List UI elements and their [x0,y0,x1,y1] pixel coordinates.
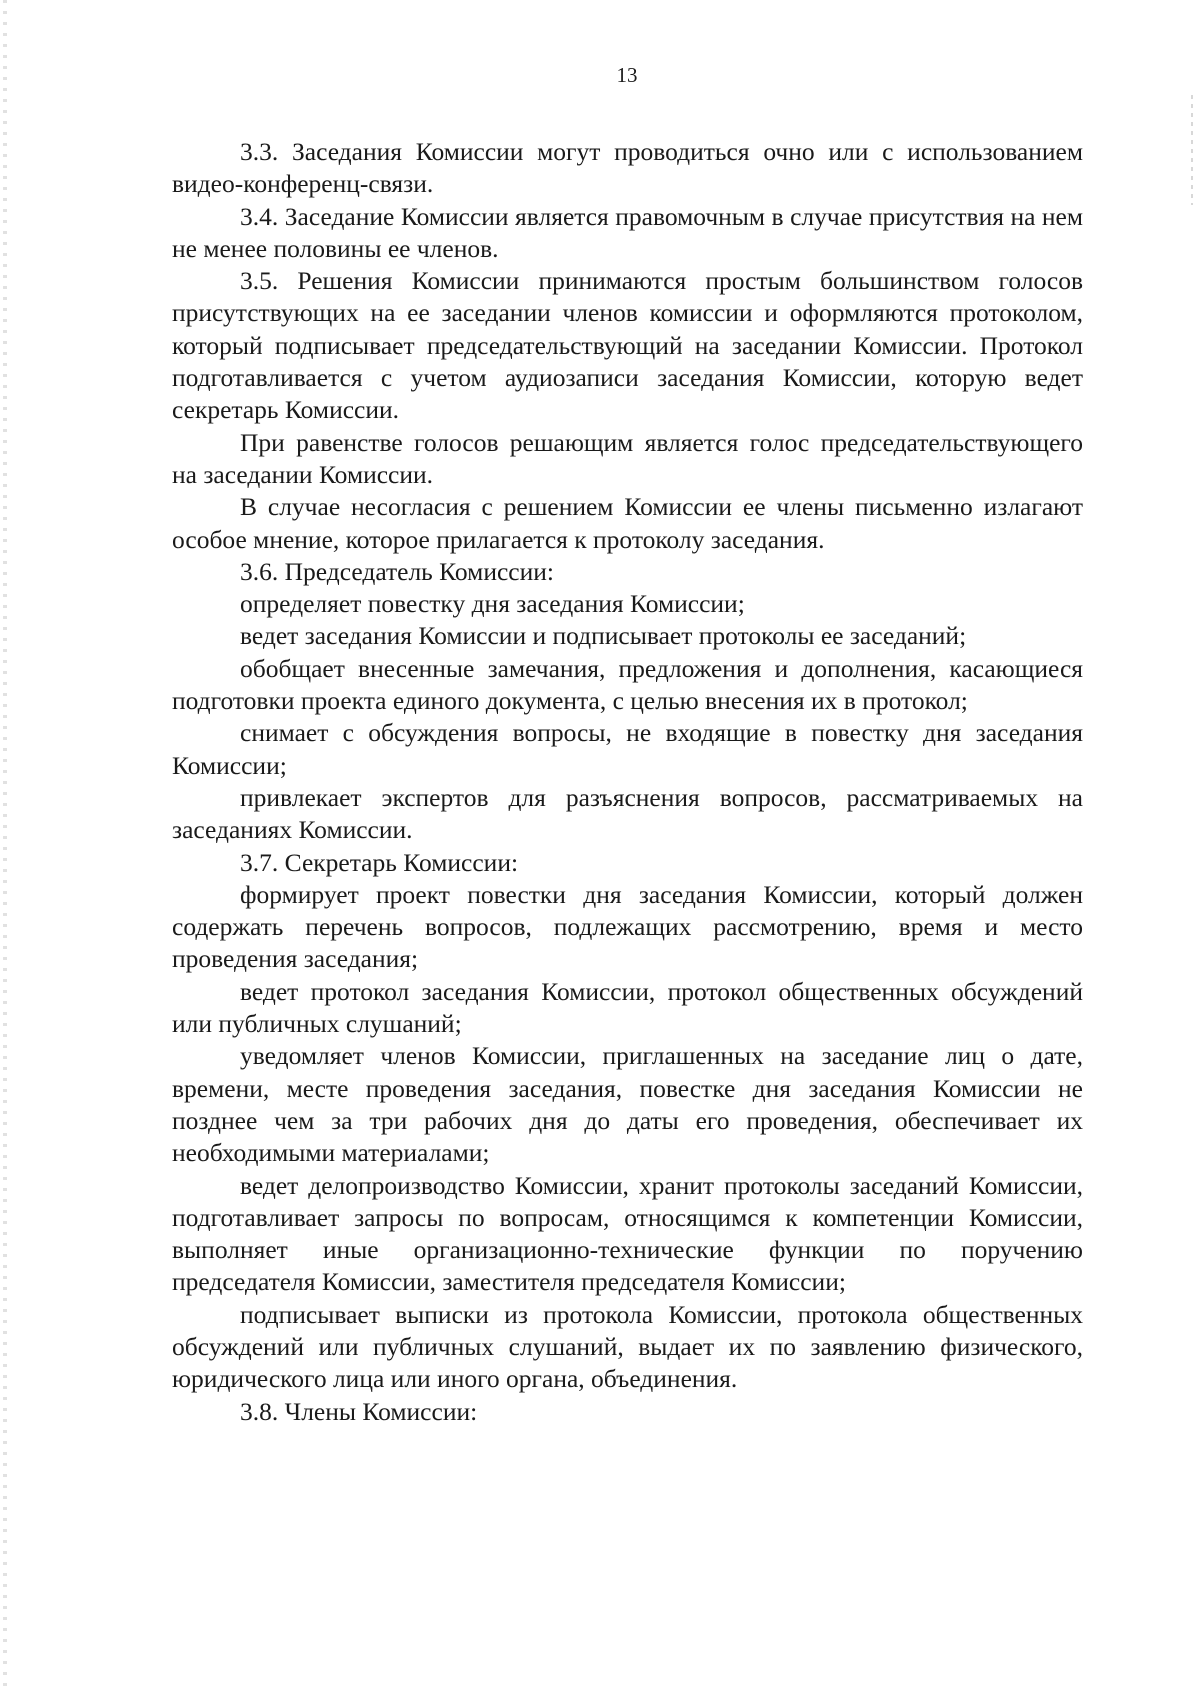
scan-edge-artifact [3,0,7,1686]
list-item: ведет заседания Комиссии и подписывает протоколы ее заседаний; [240,621,967,651]
paragraph-dissent: В случае несогласия с решением Комиссии ее члены письменно излагают особое мнение, которое прилагается к протоколу заседания. [172,492,1083,554]
list-item: подписывает выписки из протокола Комиссии, протокола общественных обсуждений или публичных слушаний, выдает их по заявлению физического, юридического лица или иного органа, объединения. [172,1299,1083,1394]
list-item: уведомляет членов Комиссии, приглашенных на заседание лиц о дате, времени, месте проведения заседания, повестке дня заседания Комиссии не позднее чем за три рабочих дня до даты его проведения, обеспечивает их необходимыми материалами; [172,1041,1083,1168]
paragraph-3-8-heading: 3.8. Члены Комиссии: [240,1396,478,1426]
list-item: определяет повестку дня заседания Комиссии; [240,589,745,619]
list-item: привлекает экспертов для разъяснения вопросов, рассматриваемых на заседаниях Комиссии. [172,782,1083,845]
list-item: формирует проект повестки дня заседания Комиссии, который должен содержать перечень вопросов, подлежащих рассмотрению, время и место проведения заседания; [172,879,1083,974]
page-number: 13 [616,63,638,87]
paragraph-tie-vote: При равенстве голосов решающим является голос председательствующего на заседании Комиссии. [172,427,1083,489]
list-item: ведет протокол заседания Комиссии, протокол общественных обсуждений или публичных слушаний; [172,976,1083,1039]
list-item: снимает с обсуждения вопросы, не входящие в повестку дня заседания Комиссии; [172,718,1083,780]
paragraph-3-5: 3.5. Решения Комиссии принимаются простым большинством голосов присутствующих на ее заседании членов комиссии и оформляются протоколом, который подписывает председательствующий на заседании Комиссии. Протокол подготавливается с учетом аудиозаписи заседания Комиссии, которую ведет секретарь Комиссии. [172,266,1083,425]
list-item: ведет делопроизводство Комиссии, хранит протоколы заседаний Комиссии, подготавливает запросы по вопросам, относящимся к компетенции Комиссии, выполняет иные организационно-технические функции по поручению председателя Комиссии, заместителя председателя Комиссии; [172,1170,1083,1297]
paragraph-3-4: 3.4. Заседание Комиссии является правомочным в случае присутствия на нем не менее половины ее членов. [172,201,1083,263]
paragraph-3-3: 3.3. Заседания Комиссии могут проводиться очно или с использованием видео-конференц-связи. [172,137,1083,199]
document-body [172,136,1083,1428]
paragraph-3-6-heading: 3.6. Председатель Комиссии: [240,556,554,586]
scan-edge-artifact [1191,95,1193,205]
paragraph-3-7-heading: 3.7. Секретарь Комиссии: [240,847,519,877]
list-item: обобщает внесенные замечания, предложения и дополнения, касающиеся подготовки проекта единого документа, с целью внесения их в протокол; [172,653,1083,716]
